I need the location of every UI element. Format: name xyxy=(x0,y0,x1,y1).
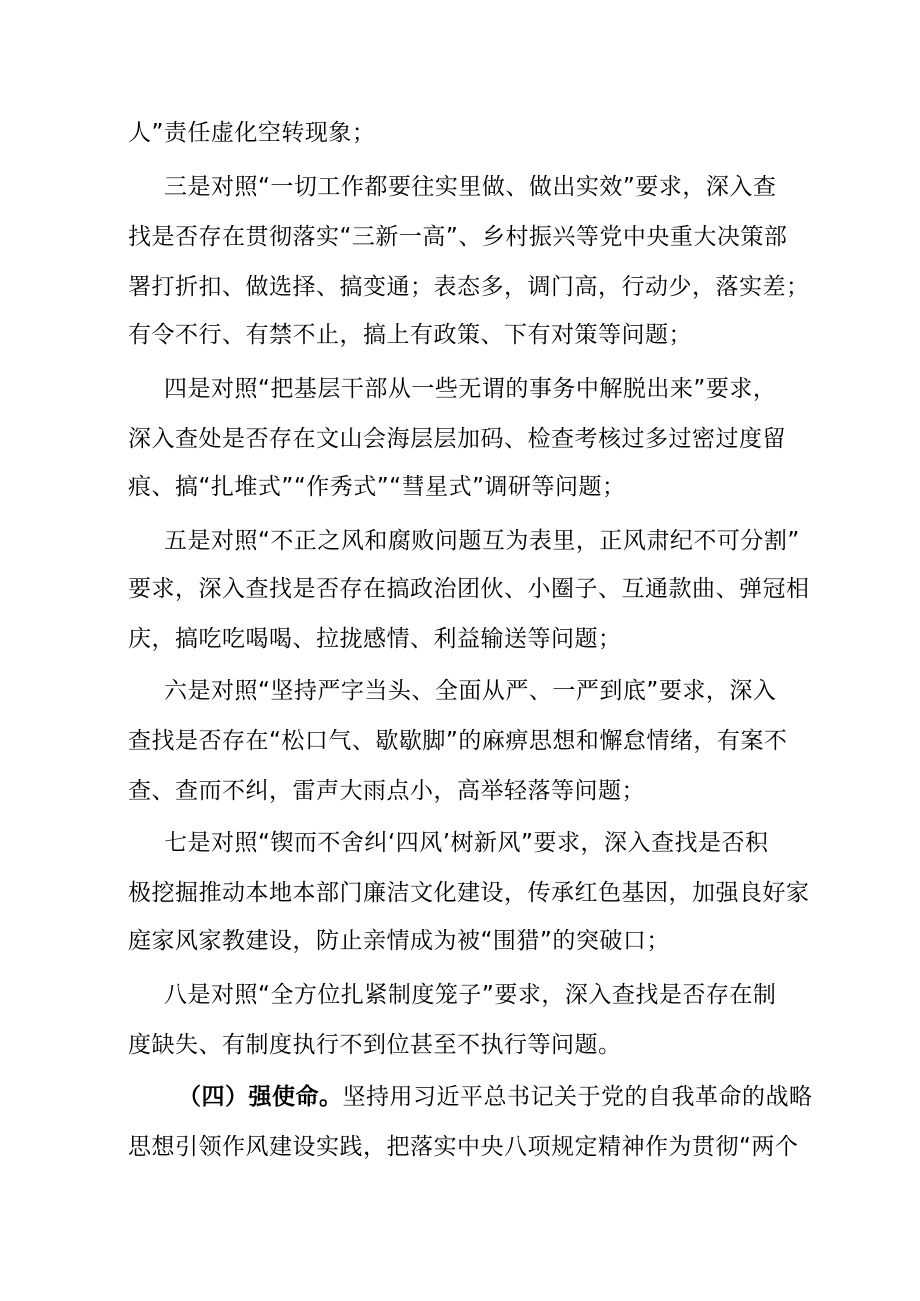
paragraph-line: 三是对照“一切工作都要往实里做、做出实效”要求，深入查 xyxy=(164,174,777,200)
paragraph-line: 极挖掘推动本地本部门廉洁文化建设，传承红色基因，加强良好家 xyxy=(128,880,810,906)
paragraph-line: 六是对照“坚持严字当头、全面从严、一严到底”要求，深入 xyxy=(164,678,777,704)
paragraph-line: 思想引领作风建设实践，把落实中央八项规定精神作为贯彻“两个 xyxy=(128,1134,799,1160)
paragraph-line: 庭家风家教建设，防止亲情成为被“围猎”的突破口； xyxy=(128,928,670,954)
paragraph-line: 八是对照“全方位扎紧制度笼子”要求，深入查找是否存在制 xyxy=(164,982,777,1008)
paragraph-line: 找是否存在贯彻落实“三新一高”、乡村振兴等党中央重大决策部 xyxy=(128,224,788,250)
section-heading-line xyxy=(178,1082,813,1112)
paragraph-line: 深入查处是否存在文山会海层层加码、检查考核过多过密过度留 xyxy=(128,426,786,452)
paragraph-line: 庆，搞吃吃喝喝、拉拢感情、利益输送等问题； xyxy=(128,626,622,652)
paragraph-line: 七是对照“锲而不舍纠‘四风’树新风”要求，深入查找是否积 xyxy=(164,830,769,856)
section-heading-text: 坚持用习近平总书记关于党的自我革命的战略 xyxy=(342,1084,813,1110)
paragraph-line: 四是对照“把基层干部从一些无谓的事务中解脱出来”要求， xyxy=(164,376,777,402)
paragraph-line: 查、查而不纠，雷声大雨点小，高举轻落等问题； xyxy=(128,778,645,804)
paragraph-line: 查找是否存在“松口气、歇歇脚”的麻痹思想和懈怠情绪，有案不 xyxy=(128,728,788,754)
section-heading: （四）强使命。 xyxy=(178,1084,343,1110)
paragraph-line: 痕、搞“扎堆式”“作秀式”“彗星式”调研等问题； xyxy=(128,474,626,500)
paragraph-line: 度缺失、有制度执行不到位甚至不执行等问题。 xyxy=(128,1032,622,1058)
paragraph-line: 五是对照“不正之风和腐败问题互为表里，正风肃纪不可分割” xyxy=(164,528,800,554)
paragraph-line: 署打折扣、做选择、搞变通；表态多，调门高，行动少，落实差； xyxy=(128,274,810,300)
paragraph-line: 有令不行、有禁不止，搞上有政策、下有对策等问题； xyxy=(128,322,692,348)
paragraph-line: 要求，深入查找是否存在搞政治团伙、小圈子、互通款曲、弹冠相 xyxy=(128,576,810,602)
paragraph-line: 人”责任虚化空转现象； xyxy=(128,120,376,146)
